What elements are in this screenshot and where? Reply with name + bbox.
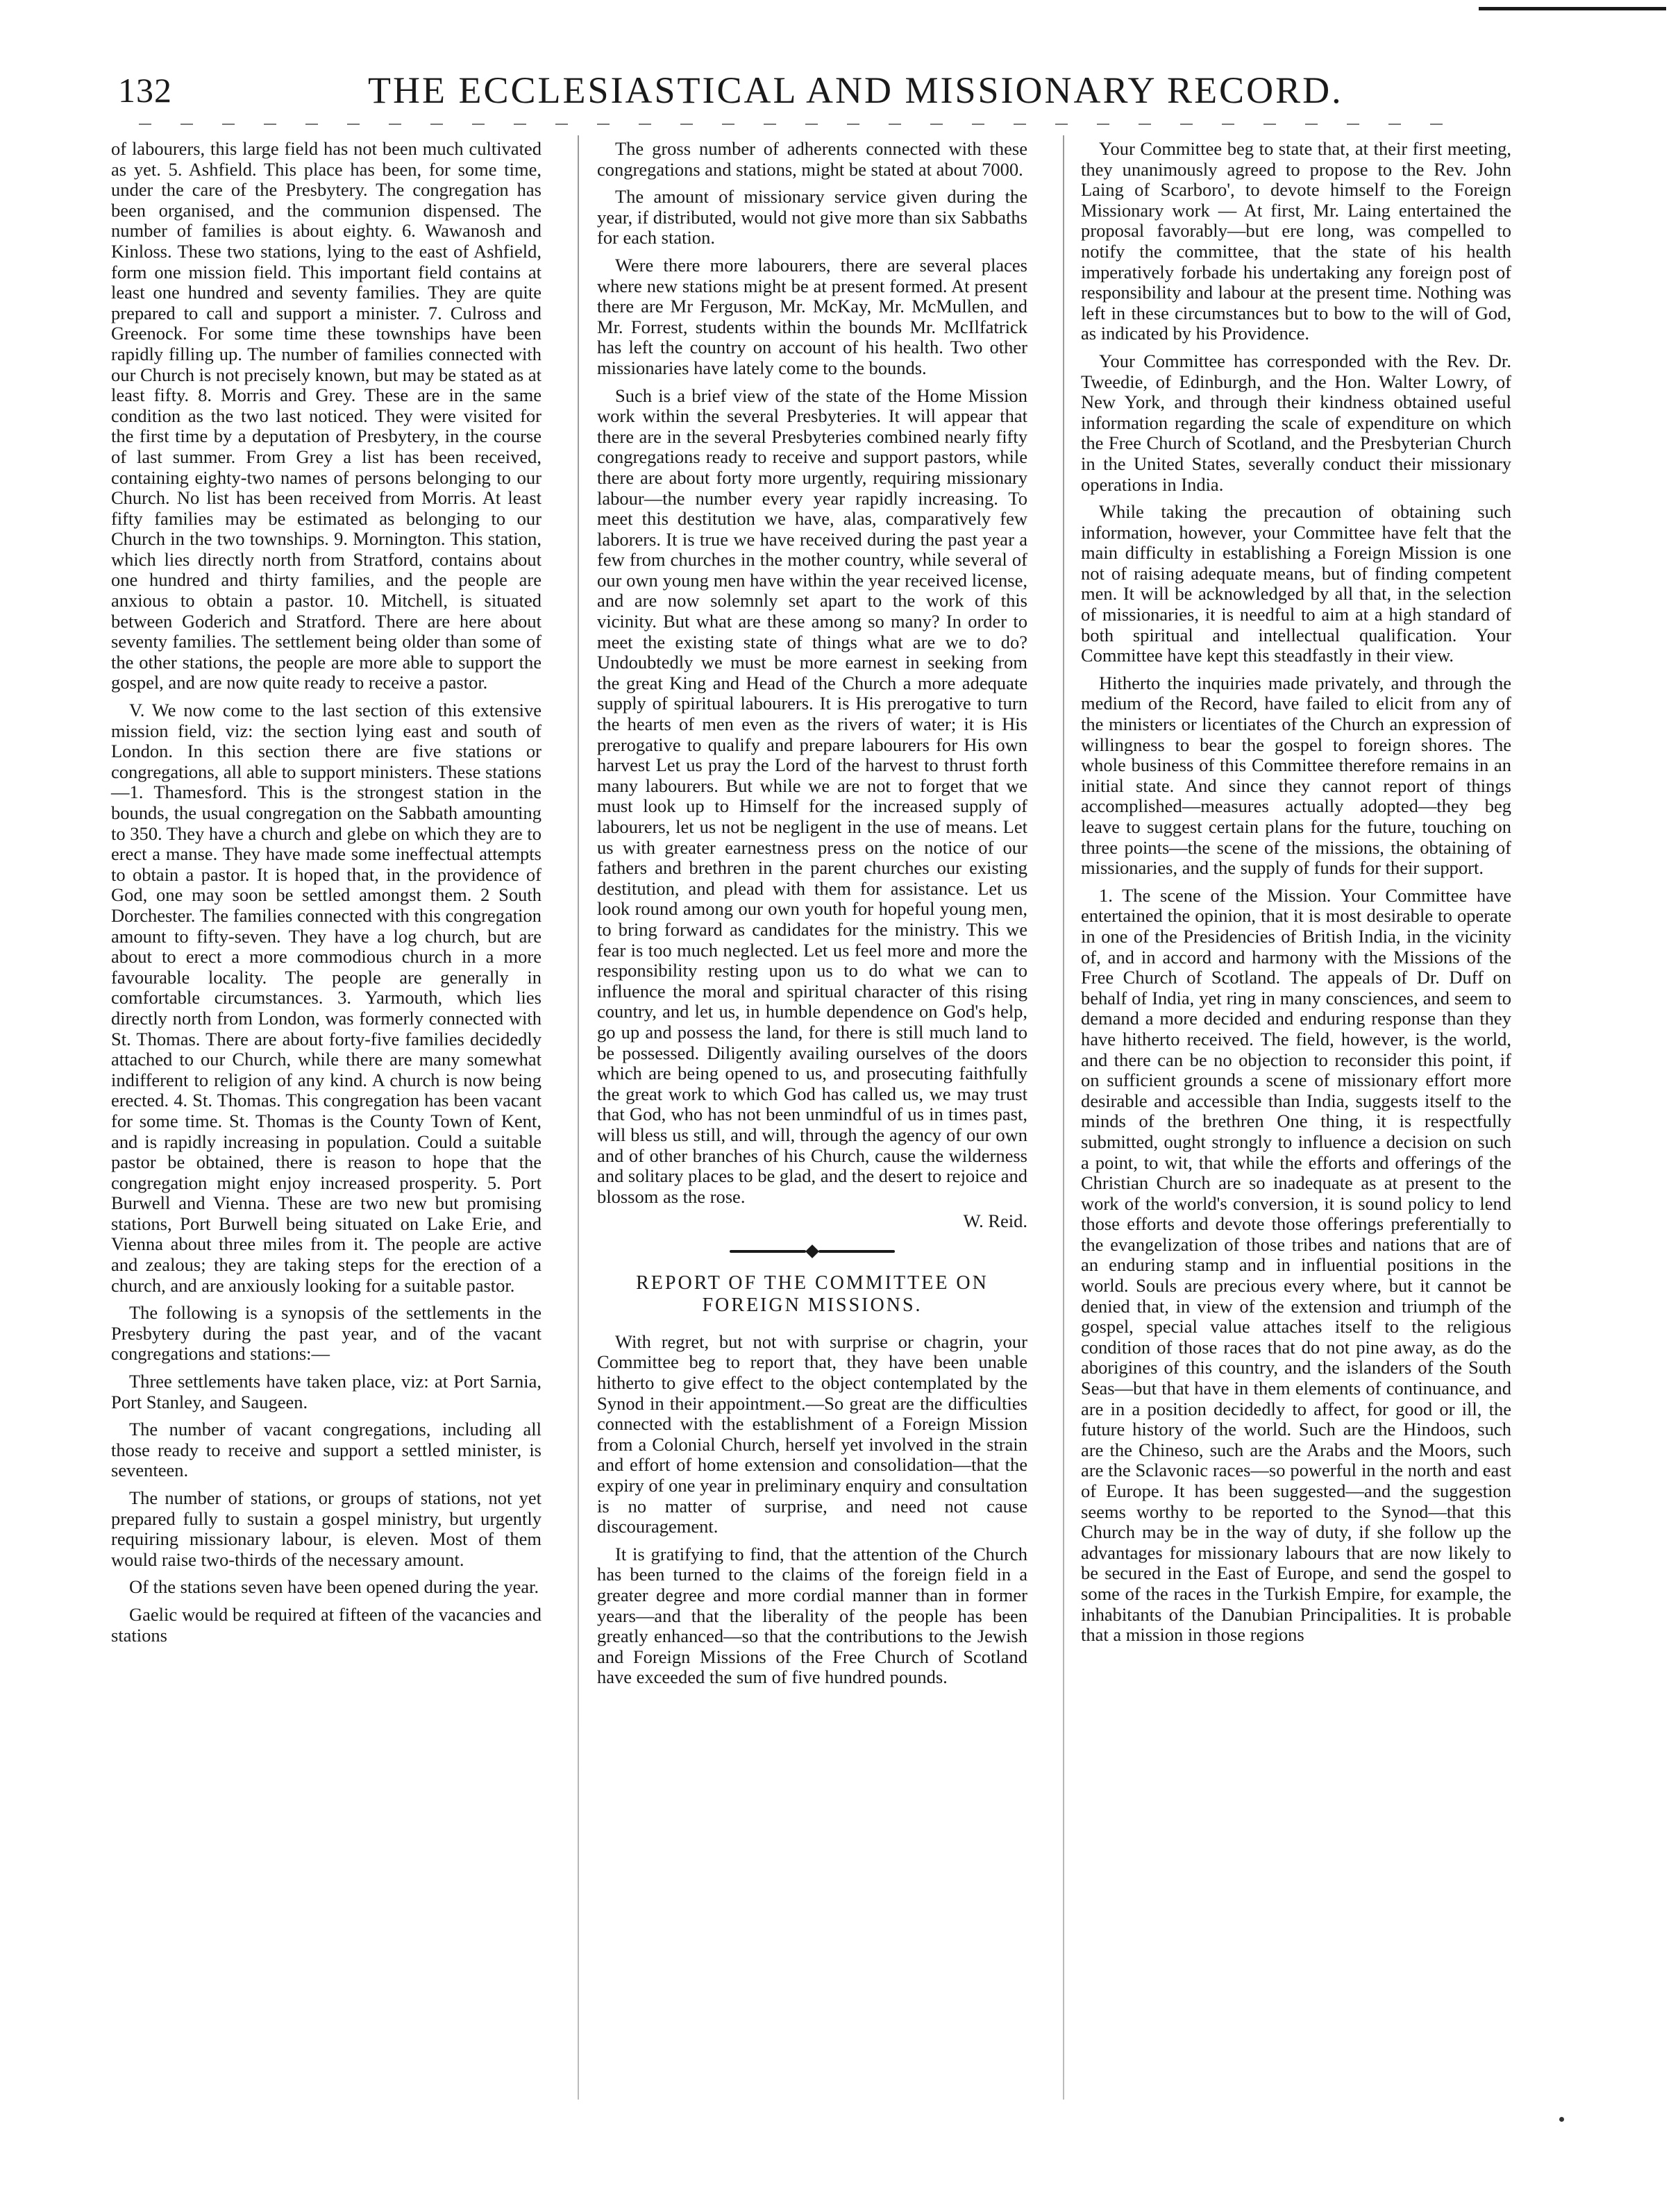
paragraph-synopsis-intro: The following is a synopsis of the settlements in the Presbytery during the past year, and of the vacant congregations and stations:— [111, 1302, 541, 1365]
section-ornament [597, 1246, 1027, 1257]
paragraph-adherents: The gross number of adherents connected with these congregations and stations, might be stated at about 7000. [597, 138, 1027, 180]
top-corner-rule [1479, 7, 1666, 10]
page-header [118, 66, 1479, 121]
paragraph-first-meeting: Your Committee beg to state that, at their first meeting, they unanimously agreed to propose to the Rev. John Laing of Scarboro', to devote himself to the Foreign Missionary work — At first, Mr. Laing entertained the proposal favorably—but ere long, was compelled to notify the committee, that the state of his health imperatively forbade his undertaking any foreign post of responsibility and labour at the present time. Nothing was left in these circumstances but to bow to the will of God, as indicated by his Providence. [1081, 138, 1511, 344]
paragraph-correspondence: Your Committee has corresponded with the Rev. Dr. Tweedie, of Edinburgh, and the Hon. Walter Lowry, of New York, and through their kindness obtained useful information regarding the scale of expenditure on which the Free Church of Scotland, and the Presbyterian Church in the United States, severally conduct their missionary operations in India. [1081, 350, 1511, 495]
running-title: THE ECCLESIASTICAL AND MISSIONARY RECORD. [368, 69, 1343, 111]
column-middle [597, 139, 1027, 1695]
page-speck [1559, 2117, 1564, 2122]
paragraph-inquiries: Hitherto the inquiries made privately, and through the medium of the Record, have failed to elicit from any of the ministers or licentiates of the Church an expression of willingness to bear the gospel to foreign shores. The whole business of this Committee therefore remains in an initial state. And since they cannot report of things accomplished—measures actually adopted—they beg leave to suggest certain plans for the future, touching on three points—the scene of the missions, the obtaining of missionaries, and the supply of funds for their support. [1081, 672, 1511, 879]
column-divider-right [1063, 135, 1064, 2100]
paragraph-missionary-service: The amount of missionary service given during the year, if distributed, would not give more than six Sabbaths for each station. [597, 186, 1027, 248]
paragraph-stations-opened: Of the stations seven have been opened during the year. [129, 1576, 539, 1598]
paragraph-stations-count: The number of stations, or groups of stations, not yet prepared fully to sustain a gospel ministry, but urgently requiring missionary labour, is eleven. Most of them would raise two-thirds of the necessary amount. [111, 1487, 541, 1570]
page-number: 132 [118, 71, 172, 110]
paragraph-labourers: Were there more labourers, there are several places where new stations might be at present formed. At present there are Mr Ferguson, Mr. McKay, Mr. McMullen, and Mr. Forrest, students within the bounds Mr. McIlfatrick has left the country on account of his health. Two other missionaries have lately come to the bounds. [597, 254, 1027, 378]
signature: W. Reid. [963, 1210, 1027, 1232]
ornament-line-left [730, 1250, 806, 1253]
report-heading: REPORT OF THE COMMITTEE ON FOREIGN MISSIONS. [636, 1272, 989, 1316]
paragraph-section-v: V. We now come to the last section of this extensive mission field, viz: the section lying east and south of London. In this section there are five stations or congregations, all able to support ministers. These stations—1. Thamesford. This is the strongest station in the bounds, the usual congregation on the Sabbath amounting to 350. They have a church and glebe on which they are to erect a manse. They have made some ineffectual attempts to obtain a pastor. It is hoped that, in the providence of God, one may soon be settled amongst them. 2 South Dorchester. The families connected with this congregation amount to fifty-seven. They have a log church, but are about to erect a more commodious church in a more favourable locality. The people are generally in comfortable circumstances. 3. Yarmouth, which lies directly north from London, was formerly connected with St. Thomas. There are about forty-five families decidedly attached to our Church, while there are many somewhat indifferent to religion of any kind. A church is now being erected. 4. St. Thomas. This congregation has been vacant for some time. St. Thomas is the County Town of Kent, and is rapidly increasing in population. Could a suitable pastor be obtained, there is reason to hope that the congregation might enjoy increased prosperity. 5. Port Burwell and Vienna. These are two new but promising stations, Port Burwell being situated on Lake Erie, and Vienna about three miles from it. The people are active and zealous; they are taking steps for the erection of a church, and are anxiously looking for a suitable pastor. [111, 700, 541, 1296]
paragraph-home-mission-summary: Such is a brief view of the state of the Home Mission work within the several Presbyteries. It will appear that there are in the several Presbyteries combined nearly fifty congregations ready to receive and support pastors, while there are about forty more urgently, requiring missionary labour—the number every year rapidly increasing. To meet this destitution we have, alas, comparatively few laborers. It is true we have received during the past year a few from churches in the mother country, while several of our own young men have within the year received license, and are now solemnly set apart to the work of this vicinity. But what are these among so many? In order to meet the existing state of things what are we to do? Undoubtedly we must be more earnest in seeking from the great King and Head of the Church a more adequate supply of spiritual labourers. It is His prerogative to turn the hearts of men even as the rivers of water; it is His prerogative to qualify and prepare labourers for His own harvest Let us pray the Lord of the harvest to thrust forth many labourers. But while we are not to forget that we must look up to Himself for the increased supply of labourers, let us not be negligent in the use of means. Let us with greater earnestness press on the notice of our fathers and brethren in the parent churches our existing destitution, and plead with them for assistance. Let us look round among our own youth for hopeful young men, to bring forward as candidates for the ministry. This we fear is too much neglected. Let us feel more and more the responsibility resting upon us to do what we can to influence the moral and spiritual character of this rising country, and let us, in humble dependence on God's help, go up and possess the land, for there is still much land to be possessed. Diligently availing ourselves of the doors which are being opened to us, and prosecuting faithfully the great work to which God has called us, we may trust that God, who has not been unmindful of us in times past, will bless us still, and will, through the agency of our own and of other branches of his Church, cause the wilderness and solitary places to be glad, and the desert to rejoice and blossom as the rose. [597, 385, 1027, 1207]
paragraph-stations-list: of labourers, this large field has not been much cultivated as yet. 5. Ashfield. This place has been, for some time, under the care of the Presbytery. The congregation has been organised, and the communion dispensed. The number of families is about eighty. 6. Wawanosh and Kinloss. These two stations, lying to the east of Ashfield, form one mission field. This important field contains at least one hundred and seventy families. They are quite prepared to call and support a minister. 7. Culross and Greenock. For some time these townships have been rapidly filling up. The number of families connected with our Church is not precisely known, but may be stated as at least fifty. 8. Morris and Grey. These are in the same condition as the two last noticed. They were visited for the first time by a deputation of Presbytery, in the course of last summer. From Grey a list has been received, containing eighty-two names of persons belonging to our Church. No list has been received from Morris. At least fifty families may be estimated as belonging to our Church in the two townships. 9. Mornington. This station, which lies directly north from Stratford, contains about one hundred and thirty families, and the people are anxious to obtain a pastor. 10. Mitchell, is situated between Goderich and Stratford. There are here about seventy families. The settlement being older than some of the other stations, the people are more able to support the gospel, and are now quite ready to receive a pastor. [111, 138, 541, 693]
ornament-diamond [805, 1244, 819, 1258]
paragraph-competent-men: While taking the precaution of obtaining such information, however, your Committee have felt that the main difficulty in establishing a Foreign Mission is one not of raising adequate means, but of finding competent men. It will be acknowledged by all that, in the selection of missionaries, it is needful to aim at a high standard of both spiritual and intellectual qualification. Your Committee have kept this steadfastly in their view. [1081, 501, 1511, 666]
paragraph-gaelic: Gaelic would be required at fifteen of the vacancies and stations [111, 1603, 541, 1646]
paragraph-report-intro: With regret, but not with surprise or chagrin, your Committee beg to report that, they have been unable hitherto to give effect to the object contemplated by the Synod in their appointment.—So great are the difficulties connected with the establishment of a Foreign Mission from a Colonial Church, herself yet involved in the strain and effort of home extension and consolidation—that the expiry of one year in preliminary enquiry and consultation is no matter of surprise, and need not cause discouragement. [597, 1331, 1027, 1537]
paragraph-vacant-congregations: The number of vacant congregations, including all those ready to receive and support a settled minister, is seventeen. [111, 1419, 541, 1481]
column-right [1081, 139, 1511, 1653]
paragraph-scene-of-mission: 1. The scene of the Mission. Your Committee have entertained the opinion, that it is most desirable to operate in one of the Presidencies of British India, in the vicinity of, and in accord and harmony with the Missions of the Free Church of Scotland. The appeals of Dr. Duff on behalf of India, yet ring in many consciences, and seem to demand a more decided and enduring response than they have hitherto received. The field, however, is the world, and there can be no objection to reconsider this point, if on sufficient grounds a scene of missionary effort more desirable and accessible than India, suggests itself to the minds of the brethren One thing, it is respectfully submitted, ought strongly to influence a decision on such a point, to wit, that while the efforts and offerings of the Christian Church are so inadequate as at present to the work of the world's conversion, it is sound policy to lend those efforts and devote those offerings preferentially to the evangelization of those tribes and nations that are of an enduring stamp and in influential positions in the world. Souls are precious every where, but it cannot be denied that, in view of the extension and triumph of the gospel, special value attaches itself to the religious condition of those races that do not pine away, as do the aborigines of this country, and the islanders of the South Seas—but that have in them elements of continuance, and are in a position decidedly to affect, for good or ill, the future history of the world. Such are the Hindoos, such are the Chineso, such are the Arabs and the Moors, such are the Sclavonic races—so powerful in the north and east of Europe. It has been suggested—and the suggestion seems worthy to be reported to the Synod—that this Church may be in the way of duty, if she follow up the advantages for missionary labours that are now likely to be secured in the East of Europe, and send the gospel to some of the races in the Turkish Empire, for example, the inhabitants of the Danubian Principalities. It is probable that a mission in those regions [1081, 884, 1511, 1646]
paragraph-settlements: Three settlements have taken place, viz: at Port Sarnia, Port Stanley, and Saugeen. [111, 1371, 541, 1412]
header-rule [139, 124, 1451, 125]
ornament-line-right [818, 1250, 895, 1253]
column-left [111, 139, 541, 1653]
column-divider-left [578, 135, 579, 2100]
paragraph-contributions: It is gratifying to find, that the attention of the Church has been turned to the claims of the foreign field in a greater degree and more cordial manner than in former years—and that the liberality of the people has been greatly enhanced—so that the contributions to the Jewish and Foreign Missions of the Free Church of Scotland have exceeded the sum of five hundred pounds. [597, 1543, 1027, 1688]
